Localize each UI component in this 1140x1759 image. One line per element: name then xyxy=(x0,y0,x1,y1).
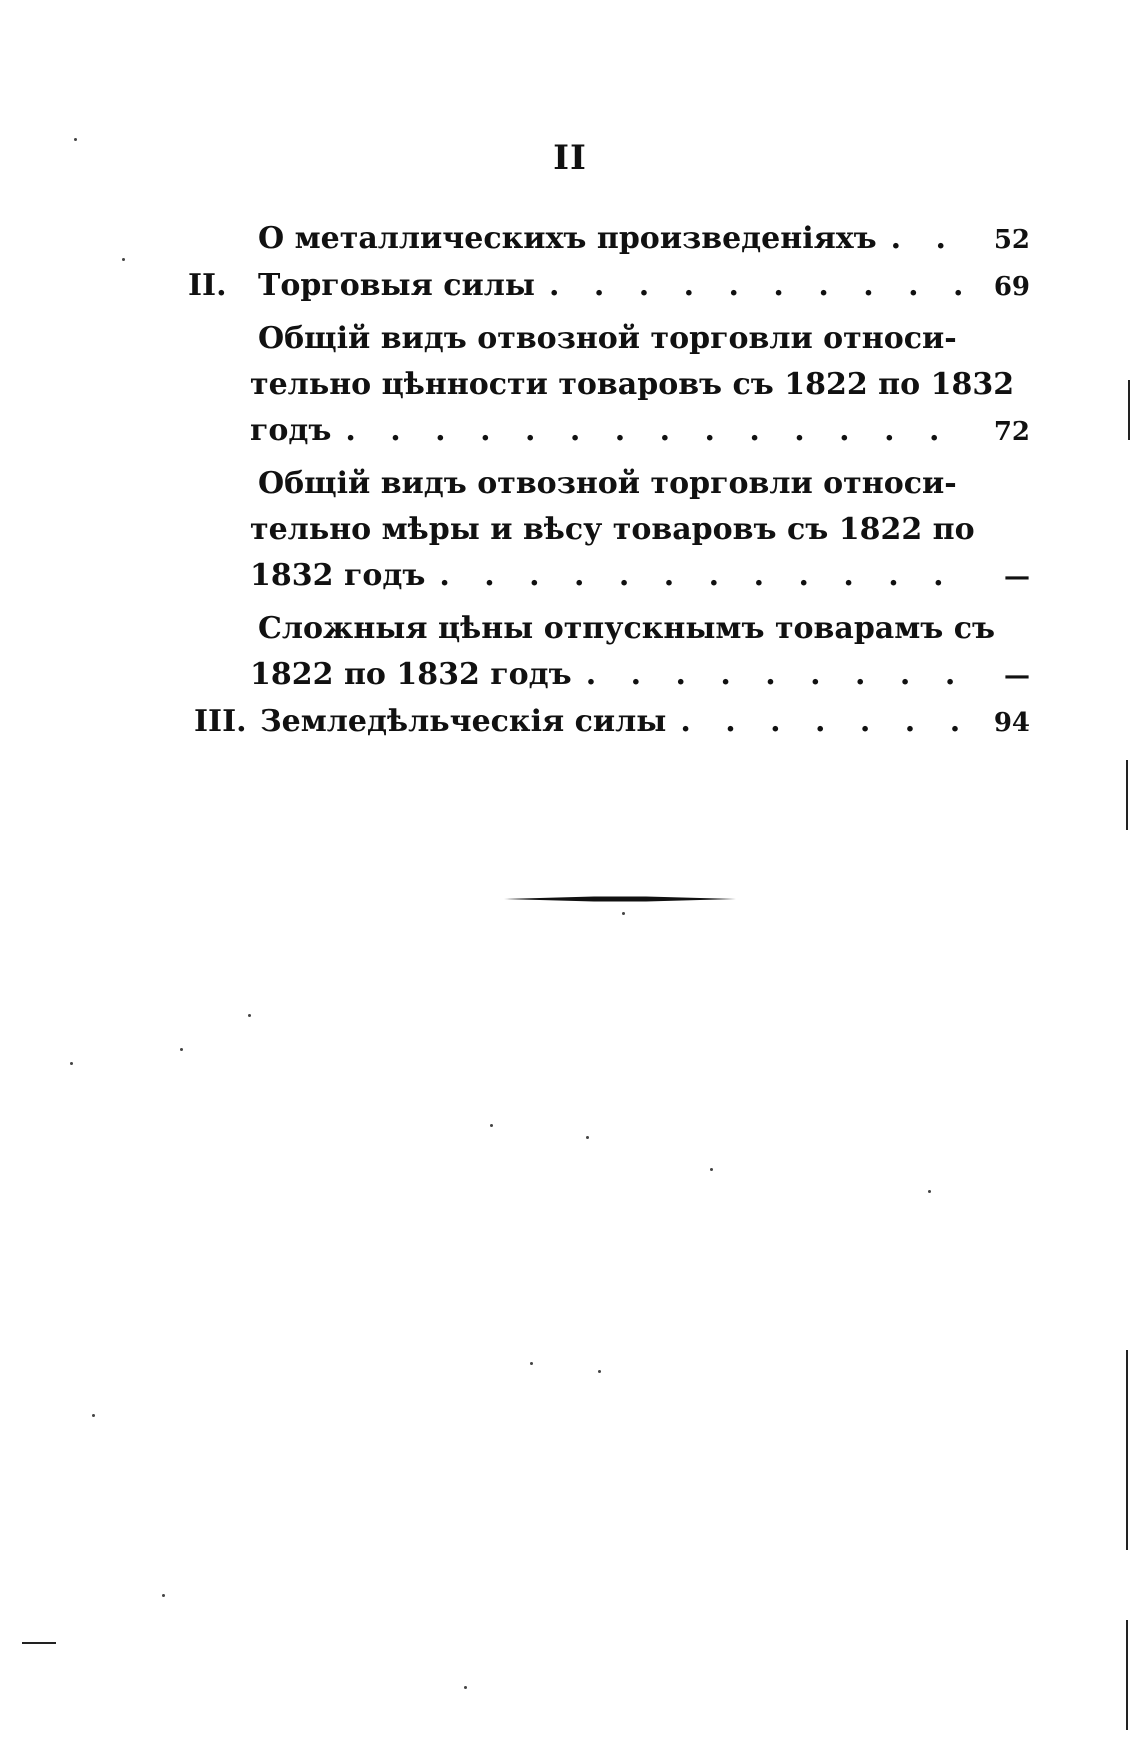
page-edge-mark xyxy=(22,1642,56,1644)
toc-entry-page: — xyxy=(1004,661,1030,691)
scan-speck xyxy=(586,1136,589,1139)
dot-leader xyxy=(572,652,970,698)
page-edge-mark xyxy=(1126,760,1128,830)
scan-speck xyxy=(74,138,77,141)
toc-entry-metallic-products xyxy=(200,216,1030,263)
table-of-contents xyxy=(188,216,1030,746)
toc-entry-page: — xyxy=(1004,562,1030,592)
dot-leader xyxy=(535,263,970,309)
toc-entry-number: III. xyxy=(194,704,247,739)
toc-entry-export-prices xyxy=(200,606,1030,699)
scan-speck xyxy=(122,258,125,261)
toc-entry-text-line: тельно мѣры и вѣсу товаровъ съ 1822 по xyxy=(250,512,975,547)
scan-speck xyxy=(180,1048,183,1051)
page-edge-mark xyxy=(1126,1620,1128,1730)
scan-speck xyxy=(70,1062,73,1065)
toc-entry-text-line: Общій видъ отвозной торговли относи- xyxy=(258,466,957,501)
toc-entry-title: годъ xyxy=(250,413,332,448)
toc-entry-export-value xyxy=(200,316,1030,455)
toc-entry-agricultural-forces xyxy=(194,699,1030,746)
toc-entry-title: Земледѣльческія силы xyxy=(260,704,667,739)
scan-speck xyxy=(622,912,625,915)
dot-leader xyxy=(331,408,970,454)
scan-speck xyxy=(464,1686,467,1689)
scan-speck xyxy=(490,1124,493,1127)
toc-entry-title: О металлическихъ произведеніяхъ xyxy=(258,221,877,256)
toc-entry-text-line: Сложныя цѣны отпускнымъ товарамъ съ xyxy=(258,611,996,646)
scan-speck xyxy=(248,1014,251,1017)
toc-entry-number: II. xyxy=(188,268,227,303)
scan-speck xyxy=(710,1168,713,1171)
scan-speck xyxy=(928,1190,931,1193)
toc-entry-page: 94 xyxy=(993,708,1030,738)
toc-entry-export-measure-weight xyxy=(200,461,1030,600)
toc-entry-title: 1822 по 1832 годъ xyxy=(250,657,572,692)
scan-speck xyxy=(162,1594,165,1597)
toc-entry-page: 72 xyxy=(993,417,1030,447)
page-edge-mark xyxy=(1126,1350,1128,1550)
page-edge-mark xyxy=(1128,380,1130,440)
scan-speck xyxy=(530,1362,533,1365)
dot-leader xyxy=(877,216,970,262)
page-number: II xyxy=(553,138,587,178)
toc-entry-title: 1832 годъ xyxy=(250,558,426,593)
dot-leader xyxy=(666,699,970,745)
toc-entry-text-line: тельно цѣнности товаровъ съ 1822 по 1832 xyxy=(250,367,1015,402)
toc-entry-text-line: Общій видъ отвозной торговли относи- xyxy=(258,321,957,356)
decorative-rule xyxy=(504,896,736,902)
toc-entry-page: 52 xyxy=(993,225,1030,255)
scan-speck xyxy=(92,1414,95,1417)
dot-leader xyxy=(425,553,970,599)
toc-entry-page: 69 xyxy=(993,272,1030,302)
toc-entry-title: Торговыя силы xyxy=(258,268,535,303)
toc-entry-trade-forces xyxy=(188,263,1030,310)
scan-speck xyxy=(598,1370,601,1373)
